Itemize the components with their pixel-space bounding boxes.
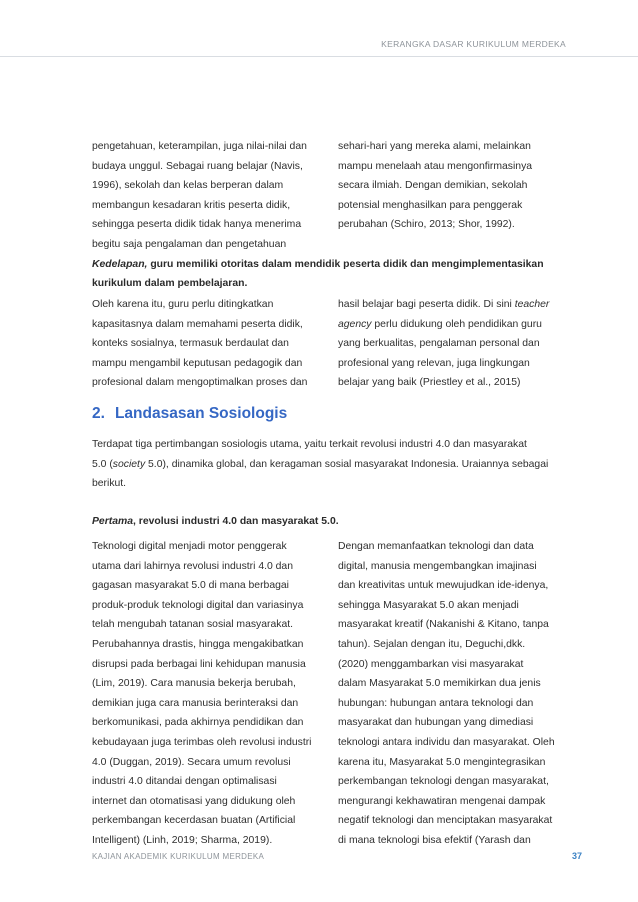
text-line: konteks sosialnya, termasuk berdaulat dan <box>92 338 289 349</box>
text-line: belajar yang baik (Priestley et al., 2015) <box>338 377 521 388</box>
text-line: mampu mengambil keputusan pedagogik dan <box>92 357 303 369</box>
text-line: yang berkualitas, pengalaman personal dan <box>338 338 540 349</box>
text-line: sehingga Masyarakat 5.0 akan menjadi <box>338 599 519 611</box>
lead-ordinal: Kedelapan, <box>92 259 148 270</box>
header-divider <box>0 56 638 57</box>
text-line: dalam Masyarakat 5.0 memikirkan dua jenis <box>338 678 541 690</box>
text-line: 4.0 (Duggan, 2019). Secara umum revolusi <box>92 756 291 768</box>
text-line: perkembangan kecerdasan buatan (Artificial <box>92 815 296 827</box>
text-line: karena itu, Masyarakat 5.0 mengintegrasikan <box>338 756 546 768</box>
text-line: gagasan masyarakat 5.0 di mana berbagai <box>92 580 289 592</box>
text-line: negatif teknologi dan menciptakan masyarakat <box>338 815 553 827</box>
text-line: internet dan otomatisasi yang didukung oleh <box>92 795 296 807</box>
text-line: Dengan memanfaatkan teknologi dan data <box>338 541 534 552</box>
pertama-right-paragraph <box>338 537 570 851</box>
kedelapan-right-paragraph <box>338 295 570 393</box>
text-line: digital, manusia mengembangkan imajinasi <box>338 560 537 572</box>
top-left-paragraph <box>92 137 324 254</box>
text-line: pengetahuan, keterampilan, juga nilai-nilai dan <box>92 141 307 152</box>
text-line: agency perlu didukung oleh pendidikan guru <box>338 318 542 330</box>
text-line: Teknologi digital menjadi motor penggerak <box>92 541 287 552</box>
lead-text: guru memiliki otoritas dalam mendidik peserta didik dan mengimplementasikan <box>147 259 544 270</box>
text-line: teknologi antara individu dan masyarakat. Oleh <box>338 736 555 748</box>
text-line: dan kreativitas untuk mewujudkan ide-idenya, <box>338 580 549 592</box>
italic-term: agency <box>338 318 372 330</box>
text-line: 5.0 (society 5.0), dinamika global, dan keragaman sosial masyarakat Indonesia. Uraiannya sebagai <box>92 458 549 470</box>
lead-line <box>92 255 558 274</box>
kedelapan-lead <box>92 255 558 293</box>
lead-line: kurikulum dalam pembelajaran. <box>92 278 248 289</box>
text-line: berkomunikasi, pada akhirnya pendidikan dan <box>92 717 304 729</box>
text-line: demikian juga cara manusia berinteraksi dan <box>92 697 299 709</box>
text-line: produk-produk teknologi digital dan variasinya <box>92 599 304 611</box>
text-line: hubungan: hubungan antara teknologi dan <box>338 697 534 709</box>
text-line: begitu saja pengalaman dan pengetahuan <box>92 238 287 250</box>
text-line: Oleh karena itu, guru perlu ditingkatkan <box>92 299 274 310</box>
section-heading <box>92 405 287 423</box>
pertama-left-paragraph <box>92 537 324 851</box>
kedelapan-left-paragraph <box>92 295 324 393</box>
text-line: masyarakat kreatif (Nakanishi & Kitano, tanpa <box>338 619 549 631</box>
text-line: utama dari lahirnya revolusi industri 4.0 dan <box>92 560 293 572</box>
text-line: Terdapat tiga pertimbangan sosiologis utama, yaitu terkait revolusi industri 4.0 dan masyarakat <box>92 439 527 450</box>
text-line: mampu menelaah atau mengonfirmasinya <box>338 160 533 172</box>
text-line: tahun). Sejalan dengan itu, Deguchi,dkk. <box>338 638 526 650</box>
text-line: sehingga peserta didik tidak hanya menerima <box>92 219 302 230</box>
pertama-lead <box>92 512 558 531</box>
running-footer: KAJIAN AKADEMIK KURIKULUM MERDEKA <box>92 852 265 861</box>
text-line: berikut. <box>92 478 127 489</box>
text-line: budaya unggul. Sebagai ruang belajar (Navis, <box>92 160 303 172</box>
text-line: perubahan (Schiro, 2013; Shor, 1992). <box>338 219 515 230</box>
text-line: membangun kesadaran kritis peserta didik, <box>92 199 291 211</box>
text-line: telah mengubah tatanan sosial masyarakat. <box>92 619 294 631</box>
text-line: mengurangi kekhawatiran mengenai dampak <box>338 795 546 807</box>
text-line: di mana teknologi bisa efektif (Yarash dan <box>338 834 531 846</box>
text-line: disrupsi pada berbagai lini kehidupan manusia <box>92 658 306 670</box>
text-line: secara ilmiah. Dengan demikian, sekolah <box>338 180 528 191</box>
lead-ordinal: Pertama <box>92 516 134 527</box>
text-line: 1996), sekolah dan kelas berperan dalam <box>92 180 284 191</box>
text-line: profesional yang relevan, juga lingkungan <box>338 357 530 369</box>
italic-term: society <box>112 458 146 470</box>
text-line: hasil belajar bagi peserta didik. Di sini teacher <box>338 299 550 310</box>
text-line: sehari-hari yang mereka alami, melainkan <box>338 141 531 152</box>
section-title: Landasasan Sosiologis <box>114 405 288 422</box>
running-header: KERANGKA DASAR KURIKULUM MERDEKA <box>381 39 566 49</box>
text-line: perkembangan teknologi dengan masyarakat, <box>338 776 549 788</box>
text-line: (2020) menggambarkan visi masyarakat <box>338 658 524 670</box>
section-intro <box>92 435 558 494</box>
text-line: Perubahannya drastis, hingga mengakibatkan <box>92 638 304 650</box>
text-line: Intelligent) (Linh, 2019; Sharma, 2019). <box>92 834 273 846</box>
text-line: masyarakat dan hubungan yang dimediasi <box>338 717 534 729</box>
section-number: 2. <box>92 405 105 422</box>
page-number: 37 <box>571 851 582 861</box>
text-line: potensial menghasilkan para penggerak <box>338 199 523 211</box>
text-line: profesional dalam mengoptimalkan proses dan <box>92 377 308 388</box>
top-right-paragraph <box>338 137 570 235</box>
text-line: kebudayaan juga terimbas oleh revolusi industri <box>92 736 312 748</box>
text-line: (Lim, 2019). Cara manusia bekerja berubah, <box>92 678 296 690</box>
text-line: industri 4.0 ditandai dengan optimalisasi <box>92 776 277 788</box>
italic-term: teacher <box>514 299 550 310</box>
lead-text: , revolusi industri 4.0 dan masyarakat 5.0. <box>133 516 339 527</box>
text-line: kapasitasnya dalam memahami peserta didik, <box>92 318 303 330</box>
